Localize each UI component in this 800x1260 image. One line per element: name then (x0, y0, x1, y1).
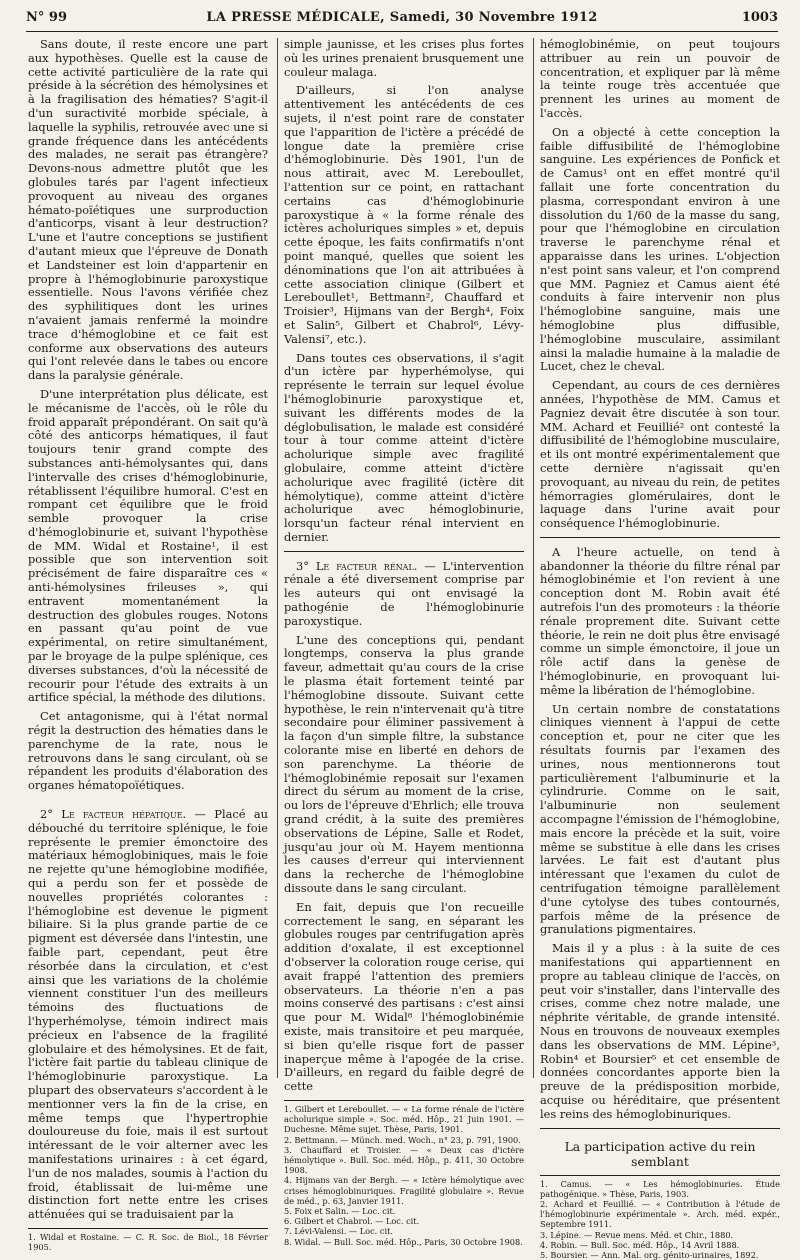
footnote: 4. Robin. — Bull. Soc. méd. Hôp., 14 Avril 1888. (540, 1239, 740, 1250)
column-1 (28, 37, 268, 1253)
footnote: 1. Camus. — « Les hémoglobinuries. Étude pathogénique. » Thèse, Paris, 1903. (540, 1178, 780, 1199)
column-divider (277, 38, 278, 1078)
section-rule (284, 551, 524, 552)
page-number: 1003 (741, 10, 778, 25)
footnote: 1. Widal et Rostaine. — C. R. Soc. de Biol., 18 Février 1905. (28, 1231, 268, 1253)
paragraph: D'ailleurs, si l'on analyse attentivement les antécédents de ces sujets, il n'est point rare de constater que l'apparition de l'ictère a précédé de longue date la première crise d'hémoglobinurie. Dès 1901, l'un de nous attirait, avec M. Lereboullet, l'attention sur ce point, en rattachant certains cas d'hémoglobinurie paroxystique à « la forme rénale des ictères acholuriques simples » et, depuis cette époque, les faits confirmatifs n'ont point manqué, quelles que soient les dénominations que l'on ait attribuées à cette association clinique (Gilbert et Lereboullet¹, Bettmann², Chauffard et Troisier³, Hijmans van der Bergh⁴, Foix et Salin⁵, Gilbert et Chabrol⁶, Lévy-Valensi⁷, etc.). (284, 83, 524, 346)
paragraph: On a objecté à cette conception la faible diffusibilité de l'hémoglobine sanguine. Les expériences de Ponfick et de Camus¹ ont en effet montré qu'il fallait une forte concentration du plasma, correspondant environ à une dissolution du 1/60 de la masse du sang, pour que l'hémoglobine en circulation traverse le parenchyme rénal et apparaisse dans les urines. L'objection n'est point sans valeur, et l'on comprend que MM. Pagniez et Camus aient été conduits à faire intervenir non plus l'hémoglobine sanguine, mais une hémoglobine plus diffusible, l'hémoglobine musculaire, assimilant ainsi la maladie humaine à la maladie de Lucet, chez le cheval. (540, 124, 780, 374)
journal-title: LA PRESSE MÉDICALE, Samedi, 30 Novembre 1912 (206, 10, 598, 25)
footnotes (284, 1100, 524, 1247)
footnote: 6. Gilbert et Chabrol. — Loc. cit. (284, 1216, 420, 1227)
page-header (26, 10, 778, 28)
section-rule (540, 1128, 780, 1129)
section-rule (540, 537, 780, 538)
footnotes (28, 1228, 268, 1252)
section-text: — Placé au débouché du territoire splénique, le foie représente le premier émonctoire des matériaux hémoglobiniques, mais le foie ne rejette qu'une hémoglobine modifiée, qui a perdu son fer et possède de nouvelles propriétés colorantes : l'hémoglobine est devenue le pigment biliaire. Si la plus grande partie de ce pigment est déversée dans l'intestin, une faible part, cependant, peut être résorbée dans la circulation, et c'est ainsi que les variations de la cholémie viennent constituer l'un des meilleurs témoins des fluctuations de l'hyperhémolyse, témoin indirect mais précieux en l'absence de la fragilité globulaire et des hémolysines. Et de fait, l'ictère fait partie du tableau clinique de l'hémoglobinurie paroxystique. La plupart des observateurs s'accordent à le mentionner vers la fin de la crise, en même temps que l'hypertrophie douloureuse du foie, mais il est surtout intéressant de le voir alterner avec les manifestations urinaires : à cet égard, l'un de nos malades, soumis à l'action du froid, établissait de lui-même une distinction fort nette entre les crises atténuées qui se traduisaient par la (28, 807, 268, 1222)
paragraph: Cependant, au cours de ces dernières années, l'hypothèse de MM. Camus et Pagniez devait être discutée à son tour. MM. Achard et Feuillié² ont contesté la diffusibilité de l'hémoglobine musculaire, et ils ont montré expérimentalement que cette dernière n'agissait qu'en provoquant, au niveau du rein, de petites hémorragies glomérulaires, dont le laquage dans l'urine avait pour conséquence l'hémoglobinurie. (540, 378, 780, 531)
footnotes (540, 1175, 780, 1260)
paragraph: L'une des conceptions qui, pendant longtemps, conserva la plus grande faveur, admettait qu'au cours de la crise le plasma était fortement teinté par l'hémoglobine dissoute. Suivant cette hypothèse, le rein n'intervenait qu'à titre secondaire pour éliminer passivement à la façon d'un simple filtre, la substance colorante mise en liberté en dehors de son parenchyme. La théorie de l'hémoglobinémie reposait sur l'examen direct du sérum au moment de la crise, ou lors de l'épreuve d'Ehrlich; elle trouva grand crédit, à la suite des premières observations de Lépine, Salle et Rodet, jusqu'au jour où M. Hayem mentionna les causes d'erreur qui interviennent dans la recherche de l'hémoglobine dissoute dans le sang circulant. (284, 632, 524, 896)
footnote: 4. Hijmans van der Bergh. — « Ictère hémolytique avec crises hémoglobinuriques. Fragilité globulaire ». Revue de méd., p. 63, Janvier 1911. (284, 1175, 524, 1206)
section-title: 2° Le facteur hépatique. (40, 807, 187, 822)
footnote: 3. Chauffard et Troisier. — « Deux cas d'ictère hémolytique ». Bull. Soc. méd. Hôp., p. 411, 30 Octobre 1908. (284, 1144, 524, 1176)
footnote: 3. Lépine. — Revue mens. Méd. et Chir., 1880. (540, 1229, 734, 1240)
paragraph: Mais il y a plus : à la suite de ces manifestations qui appartiennent en propre au tableau clinique de l'accès, on peut voir s'installer, dans l'intervalle des crises, comme chez notre malade, une néphrite véritable, de grande intensité. Nous en trouvons de nouveaux exemples dans les observations de MM. Lépine³, Robin⁴ et Boursier⁵ et cet ensemble de données concordantes apporte bien la preuve de la prédisposition morbide, acquise ou héréditaire, que présentent les reins des hémoglobinuriques. (540, 941, 780, 1121)
column-2 (284, 37, 524, 1247)
column-3 (540, 37, 780, 1260)
footnote: 5. Boursier. — Ann. Mal. org. génito-urinaires, 1892. (540, 1249, 759, 1260)
section-text: — L'intervention rénale a été diversement comprise par les auteurs qui ont envisagé la pathogénie de l'hémoglobinurie paroxystique. (284, 558, 524, 628)
column-divider (533, 38, 534, 1078)
paragraph: D'une interprétation plus délicate, est le mécanisme de l'accès, où le rôle du froid apparaît prépondérant. On sait qu'à côté des anticorps hématiques, il faut toujours tenir grand compte des substances anti-hémolysantes qui, dans l'intervalle des crises d'hémoglobinurie, rétablissent l'équilibre humoral. C'est en rompant cet équilibre que le froid semble provoquer la crise d'hémoglobinurie et, suivant l'hypothèse de MM. Widal et Rostaine¹, il est possible que son intervention soit précisément de faire disparaître ces « anti-hémolysines frileuses », qui entravent momentanément la destruction des globules rouges. Notons en passant qu'au point de vue expérimental, on retire simultanément, par le broyage de la pulpe splénique, ces diverses substances, d'où la nécessité de recourir pour l'étude des extraits à un artifice spécial, la méthode des dilutions. (28, 386, 268, 705)
paragraph: hémoglobinémie, on peut toujours attribuer au rein un pouvoir de concentration, et expliquer par là même la teinte rouge très accentuée que prennent les urines au moment de l'accès. (540, 37, 780, 120)
footnote: 7. Lévi-Valensi. — Loc. cit. (284, 1226, 393, 1237)
footnote: 2. Achard et Feuillié. — « Contribution à l'étude de l'hémoglobinurie expérimentale ». Arch. méd. expér., Septembre 1911. (540, 1198, 780, 1230)
footnote: 5. Foix et Salin. — Loc. cit. (284, 1206, 396, 1216)
paragraph: En fait, depuis que l'on recueille correctement le sang, en séparant les globules rouges par centrifugation après addition d'oxalate, il est exceptionnel d'observer la coloration rouge cerise, qui avait frappé l'attention des premiers observateurs. La théorie n'en a pas moins conservé des partisans : c'est ainsi que pour M. Widal⁸ l'hémoglobinémie existe, mais transitoire et peu marquée, si bien qu'elle risque fort de passer inaperçue même à l'apogée de la crise. D'ailleurs, en regard du faible degré de cette (284, 899, 524, 1094)
paragraph: Un certain nombre de constatations cliniques viennent à l'appui de cette conception et, pour ne citer que les résultats fournis par l'examen des urines, nous mentionnerons tout particulièrement l'albuminurie et la cylindrurie. Comme on le sait, l'albuminurie non seulement accompagne l'émission de l'hémoglobine, mais encore la précède et la suit, voire même se substitue à elle dans les crises larvées. Le fait est d'autant plus intéressant que l'examen du culot de centrifugation témoigne parallèlement d'une cytolyse des tubes contournés, parfois même de la présence de granulations pigmentaires. (540, 701, 780, 937)
section-paragraph (284, 560, 524, 629)
footnote: 8. Widal. — Bull. Soc. méd. Hôp., Paris, 30 Octobre 1908. (284, 1236, 523, 1247)
subheading: La participation active du rein semblant (564, 1138, 756, 1169)
section-title: 3° Le facteur rénal. (296, 558, 418, 573)
section-paragraph (28, 808, 268, 1222)
issue-number: N° 99 (26, 10, 67, 25)
footnote: 2. Bettmann. — Münch. med. Woch., n° 23, p. 791, 1900. (284, 1134, 521, 1145)
paragraph: Dans toutes ces observations, il s'agit d'un ictère par hyperhémolyse, qui représente le terrain sur lequel évolue l'hémoglobinurie paroxystique et, suivant les différents modes de la déglobulisation, le malade est considéré tour à tour comme atteint d'ictère acholurique simple avec fragilité globulaire, comme atteint d'ictère acholurique avec fragilité (ictère dit hémolytique), comme atteint d'ictère acholurique avec hémoglobinurie, lorsqu'un facteur rénal intervient en dernier. (284, 350, 524, 544)
header-rule (26, 31, 778, 32)
paragraph: A l'heure actuelle, on tend à abandonner la théorie du filtre rénal par hémoglobinémie et l'on revient à une conception dont M. Robin avait été autrefois l'un des promoteurs : la théorie rénale proprement dite. Suivant cette théorie, le rein ne doit plus être envisagé comme un simple émonctoire, il joue un rôle actif dans la genèse de l'hémoglobinurie, en provoquant lui-même la libération de l'hémoglobine. (540, 544, 780, 697)
paragraph: simple jaunisse, et les crises plus fortes où les urines prenaient brusquement une couleur malaga. (284, 37, 524, 79)
paragraph: Sans doute, il reste encore une part aux hypothèses. Quelle est la cause de cette activité particulière de la rate qui préside à la sécrétion des hémolysines et à la fragilisation des hématies? S'agit-il d'un suractivité morbide spéciale, à laquelle la syphilis, retrouvée avec une si grande fréquence dans les antécédents des malades, ne serait pas étrangère? Devons-nous admettre plutôt que les globules tarés par l'agent infectieux provoquent au niveau des organes hémato-poïétiques une surproduction d'anticorps, visant à leur destruction? L'une et l'autre conceptions se justifient d'autant mieux que l'épreuve de Donath et Landsteiner est loin d'appartenir en propre à l'hémoglobinurie paroxystique essentielle. Nous l'avons vérifiée chez des syphilitiques dont les urines n'avaient jamais renfermé la moindre trace d'hémoglobine et ce fait est conforme aux observations des auteurs qui l'ont relevée dans le tabes ou encore dans la paralysie générale. (28, 37, 268, 383)
paragraph: Cet antagonisme, qui à l'état normal régit la destruction des hématies dans le parenchyme de la rate, nous le retrouvons dans le sang circulant, où se répandent les produits d'élaboration des organes hématopoïétiques. (28, 709, 268, 793)
footnote: 1. Gilbert et Lereboullet. — « La forme rénale de l'ictère acholurique simple ». Soc. méd. Hôp., 21 Juin 1901. — Duchesne. Même sujet. Thèse, Paris, 1901. (284, 1103, 524, 1135)
